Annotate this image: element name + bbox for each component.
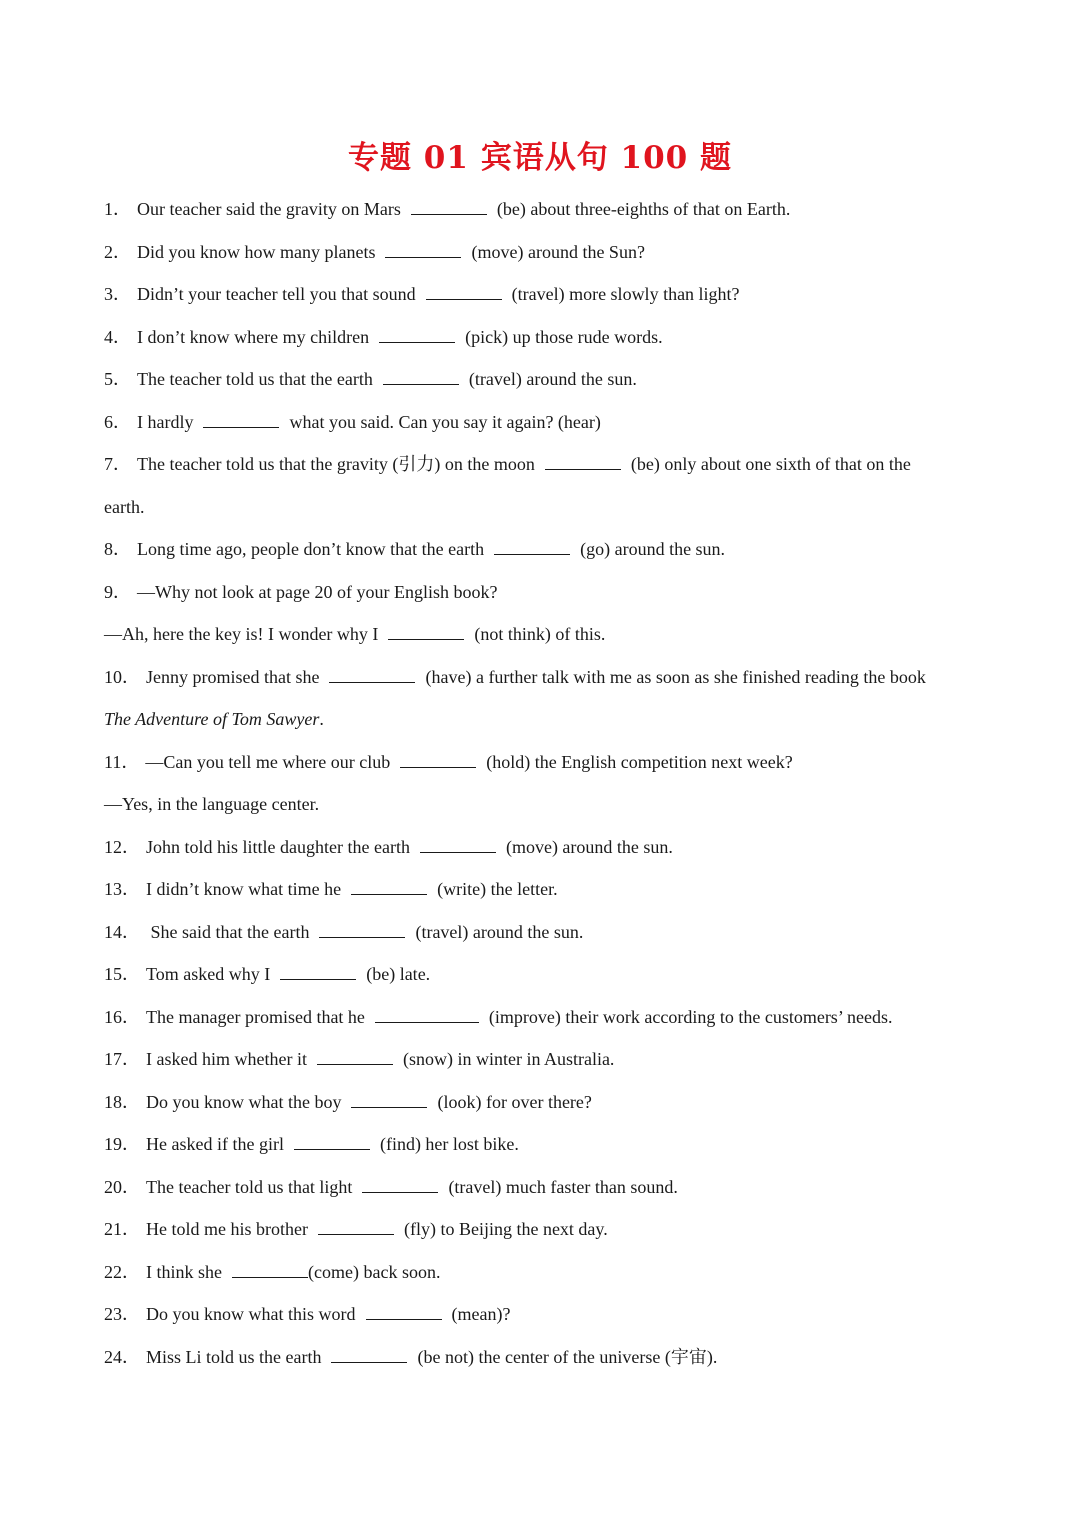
answer-blank[interactable] — [351, 874, 427, 895]
question-tail: (mean)? — [451, 1304, 511, 1324]
question-tail: (look) for over there? — [437, 1091, 592, 1112]
question-18 — [104, 1081, 984, 1124]
answer-blank[interactable] — [232, 1257, 308, 1278]
answer-blank[interactable] — [383, 364, 459, 385]
answer-blank[interactable] — [329, 662, 415, 683]
question-21 — [104, 1208, 984, 1251]
question-16 — [104, 996, 984, 1039]
question-text: Tom asked why I — [146, 964, 271, 984]
answer-blank[interactable] — [545, 449, 621, 470]
question-text: —Can you tell me where our club — [145, 751, 391, 772]
question-15 — [104, 953, 984, 996]
question-tail: (hold) the English competition next week? — [486, 751, 793, 772]
question-text: —Ah, here the key is! I wonder why I — [104, 624, 379, 644]
answer-blank[interactable] — [317, 1044, 393, 1065]
question-number: 3． — [104, 284, 131, 304]
answer-blank[interactable] — [379, 322, 455, 343]
question-tail: (fly) to Beijing the next day. — [403, 1219, 608, 1239]
question-number: 7． — [104, 454, 131, 474]
question-number: 23． — [104, 1304, 140, 1324]
question-1 — [104, 188, 984, 231]
question-11-continued — [104, 783, 984, 826]
question-text: He asked if the girl — [146, 1134, 284, 1154]
question-text: Jenny promised that she — [146, 666, 320, 687]
question-text: The teacher told us that light — [146, 1176, 353, 1197]
question-6 — [104, 401, 984, 444]
question-11 — [104, 741, 984, 784]
question-tail: (come) back soon. — [308, 1261, 441, 1282]
question-number: 9． — [104, 581, 131, 602]
question-number: 2． — [104, 241, 131, 262]
question-tail: (move) around the sun. — [505, 836, 673, 857]
answer-blank[interactable] — [362, 1172, 438, 1193]
question-5 — [104, 358, 984, 401]
question-text: Miss Li told us the earth — [146, 1346, 322, 1367]
answer-blank[interactable] — [351, 1087, 427, 1108]
question-number: 5． — [104, 369, 131, 389]
question-tail: (pick) up those rude words. — [465, 326, 663, 347]
answer-blank[interactable] — [319, 917, 405, 938]
answer-blank[interactable] — [203, 407, 279, 428]
question-number: 14． — [104, 921, 140, 942]
question-2 — [104, 231, 984, 274]
question-text: I hardly — [137, 411, 194, 432]
question-number: 22． — [104, 1261, 140, 1282]
question-text: I don’t know where my children — [137, 326, 370, 347]
answer-blank[interactable] — [385, 237, 461, 258]
question-tail: (travel) around the sun. — [415, 921, 584, 942]
question-24 — [104, 1336, 984, 1379]
answer-blank[interactable] — [280, 959, 356, 980]
question-17 — [104, 1038, 984, 1081]
question-tail: (be) only about one sixth of that on the — [630, 454, 911, 474]
question-continuation: . — [319, 709, 324, 729]
question-text: She said that the earth — [146, 921, 310, 942]
answer-blank[interactable] — [294, 1129, 370, 1150]
answer-blank[interactable] — [375, 1002, 479, 1023]
question-9 — [104, 571, 984, 614]
question-tail: (not think) of this. — [474, 624, 606, 644]
question-tail: (travel) more slowly than light? — [511, 284, 740, 304]
question-text: Do you know what the boy — [146, 1091, 342, 1112]
answer-blank[interactable] — [331, 1342, 407, 1363]
answer-blank[interactable] — [494, 534, 570, 555]
question-text: Our teacher said the gravity on Mars — [137, 199, 401, 219]
question-number: 6． — [104, 411, 131, 432]
question-10 — [104, 656, 984, 699]
question-19 — [104, 1123, 984, 1166]
question-text: I asked him whether it — [146, 1049, 307, 1069]
question-text: He told me his brother — [146, 1219, 308, 1239]
question-tail: (snow) in winter in Australia. — [402, 1049, 615, 1069]
question-3 — [104, 273, 984, 316]
question-text: Didn’t your teacher tell you that sound — [137, 284, 416, 304]
question-tail: (travel) much faster than sound. — [448, 1176, 678, 1197]
question-number: 17． — [104, 1049, 140, 1069]
answer-blank[interactable] — [426, 279, 502, 300]
question-20 — [104, 1166, 984, 1209]
question-7 — [104, 443, 984, 486]
question-4 — [104, 316, 984, 359]
answer-blank[interactable] — [318, 1214, 394, 1235]
question-text: Did you know how many planets — [137, 241, 376, 262]
book-title: The Adventure of Tom Sawyer — [104, 709, 320, 729]
question-number: 8． — [104, 539, 131, 559]
question-tail: (go) around the sun. — [580, 539, 726, 559]
question-text: I think she — [146, 1261, 222, 1282]
question-number: 18． — [104, 1091, 140, 1112]
question-tail: (write) the letter. — [437, 879, 558, 899]
question-8 — [104, 528, 984, 571]
question-tail: (travel) around the sun. — [468, 369, 637, 389]
question-number: 13． — [104, 879, 140, 899]
question-text: Do you know what this word — [146, 1304, 356, 1324]
question-number: 12． — [104, 836, 140, 857]
answer-blank[interactable] — [420, 832, 496, 853]
question-number: 24． — [104, 1346, 140, 1367]
question-list — [104, 188, 984, 1378]
question-number: 20． — [104, 1176, 140, 1197]
question-text: —Why not look at page 20 of your English book? — [137, 581, 498, 602]
question-number: 4． — [104, 326, 131, 347]
question-number: 15． — [104, 964, 140, 984]
question-number: 16． — [104, 1006, 140, 1027]
question-tail: (move) around the Sun? — [471, 241, 645, 262]
question-tail: (improve) their work according to the customers’ needs. — [488, 1006, 893, 1027]
question-10-continued — [104, 698, 984, 741]
question-text: The manager promised that he — [146, 1006, 365, 1027]
answer-blank[interactable] — [388, 619, 464, 640]
question-number: 11． — [104, 751, 140, 772]
question-12 — [104, 826, 984, 869]
question-tail: (find) her lost bike. — [379, 1134, 519, 1154]
answer-blank[interactable] — [366, 1299, 442, 1320]
question-number: 21． — [104, 1219, 140, 1239]
question-continuation: —Yes, in the language center. — [104, 794, 320, 814]
question-22 — [104, 1251, 984, 1294]
question-text: Long time ago, people don’t know that the earth — [137, 539, 485, 559]
question-tail: what you said. Can you say it again? (hear) — [289, 411, 601, 432]
question-tail: (be) late. — [366, 964, 431, 984]
question-continuation: earth. — [104, 496, 145, 517]
question-7-continued — [104, 486, 984, 529]
question-14 — [104, 911, 984, 954]
question-tail: (be not) the center of the universe (宇宙). — [417, 1346, 718, 1367]
question-23 — [104, 1293, 984, 1336]
question-tail: (be) about three-eighths of that on Earth. — [496, 199, 791, 219]
question-text: The teacher told us that the gravity (引力) on the moon — [137, 454, 535, 474]
answer-blank[interactable] — [400, 747, 476, 768]
question-number: 19． — [104, 1134, 140, 1154]
question-text: The teacher told us that the earth — [137, 369, 373, 389]
question-text: John told his little daughter the earth — [146, 836, 410, 857]
question-9-answer — [104, 613, 984, 656]
question-13 — [104, 868, 984, 911]
question-text: I didn’t know what time he — [146, 879, 342, 899]
question-number: 1． — [104, 199, 131, 219]
question-tail: (have) a further talk with me as soon as she finished reading the book — [425, 666, 926, 687]
page-title: 专题 01 宾语从句 100 题 — [347, 140, 733, 176]
answer-blank[interactable] — [411, 194, 487, 215]
question-number: 10． — [104, 666, 140, 687]
